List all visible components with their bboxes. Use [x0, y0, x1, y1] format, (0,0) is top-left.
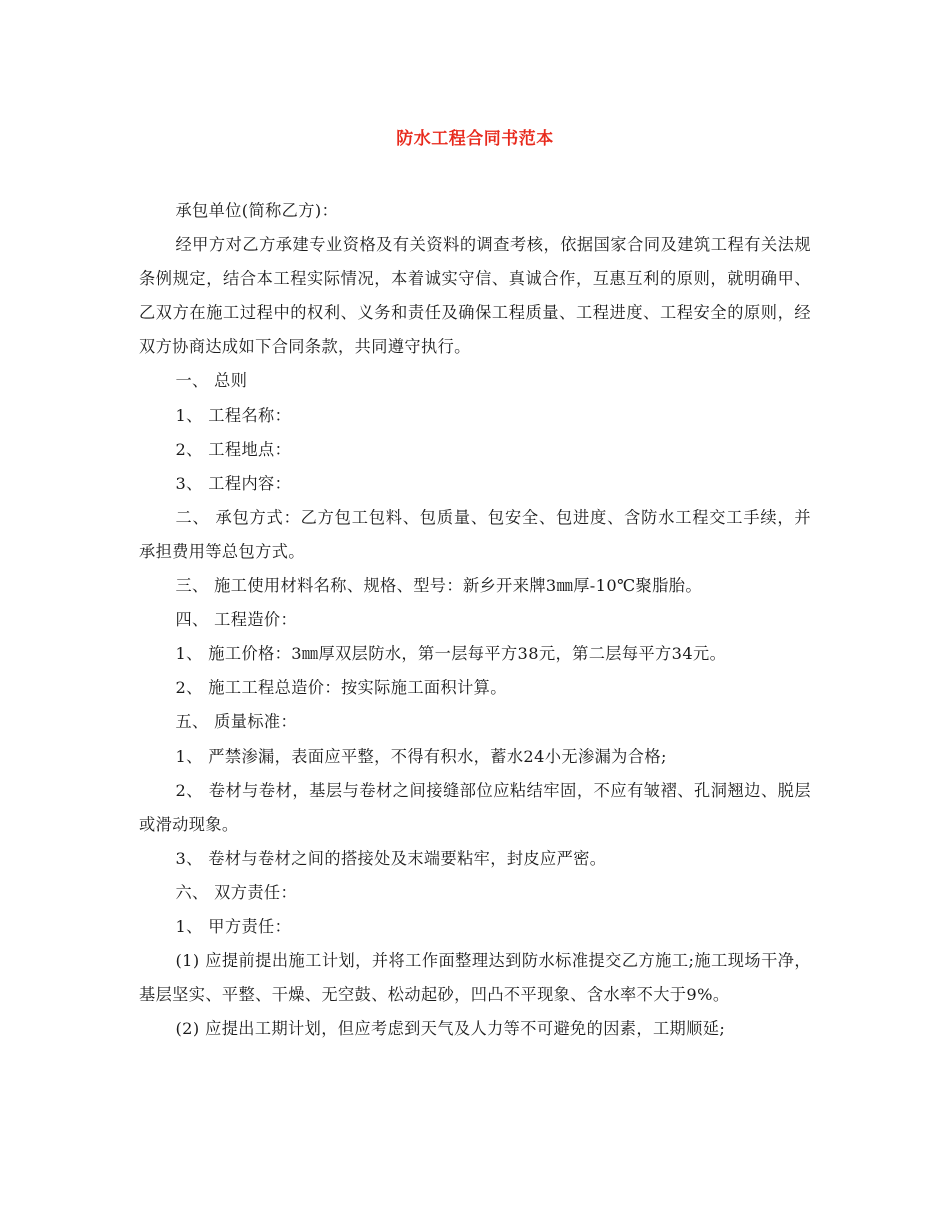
paragraph: (2) 应提出工期计划，但应考虑到天气及人力等不可避免的因素，工期顺延;: [175, 1019, 726, 1039]
paragraph: 六、 双方责任：: [175, 882, 298, 902]
paragraph: 三、 施工使用材料名称、规格、型号：新乡开来牌3㎜厚-10℃聚脂胎。: [175, 576, 702, 596]
paragraph: 四、 工程造价：: [175, 610, 298, 630]
paragraph: 承包单位(简称乙方)：: [175, 201, 339, 220]
paragraph: 1、 工程名称：: [175, 405, 292, 425]
document-body: [139, 194, 811, 1046]
paragraph: 1、 施工价格：3㎜厚双层防水，第一层每平方38元，第二层每平方34元。: [175, 644, 727, 664]
paragraph: 经甲方对乙方承建专业资格及有关资料的调查考核，依据国家合同及建筑工程有关法规条例规定，结合本工程实际情况，本着诚实守信、真诚合作，互惠互利的原则，就明确甲、乙双方在施工过程中的权利、义务和责任及确保工程质量、工程进度、工程安全的原则，经双方协商达成如下合同条款，共同遵守执行。: [139, 235, 811, 357]
paragraph: 2、 工程地点：: [175, 439, 292, 459]
paragraph: 2、 卷材与卷材，基层与卷材之间接缝部位应粘结牢固，不应有皱褶、孔洞翘边、脱层或滑动现象。: [139, 780, 811, 834]
paragraph: 五、 质量标准：: [175, 712, 298, 732]
paragraph: 一、 总则: [175, 371, 248, 391]
paragraph: 二、 承包方式：乙方包工包料、包质量、包安全、包进度、含防水工程交工手续，并承担费用等总包方式。: [139, 507, 811, 561]
paragraph: 1、 严禁渗漏，表面应平整，不得有积水，蓄水24小无渗漏为合格;: [175, 746, 667, 766]
paragraph: 2、 施工工程总造价：按实际施工面积计算。: [175, 678, 507, 698]
paragraph: 1、 甲方责任：: [175, 916, 292, 936]
paragraph: 3、 工程内容：: [175, 473, 292, 493]
paragraph: 3、 卷材与卷材之间的搭接处及末端要粘牢，封皮应严密。: [175, 848, 607, 868]
document-title: 防水工程合同书范本: [396, 129, 554, 149]
paragraph: (1) 应提前提出施工计划，并将工作面整理达到防水标准提交乙方施工;施工现场干净，基层坚实、平整、干燥、无空鼓、松动起砂，凹凸不平现象、含水率不大于9%。: [139, 951, 811, 1005]
